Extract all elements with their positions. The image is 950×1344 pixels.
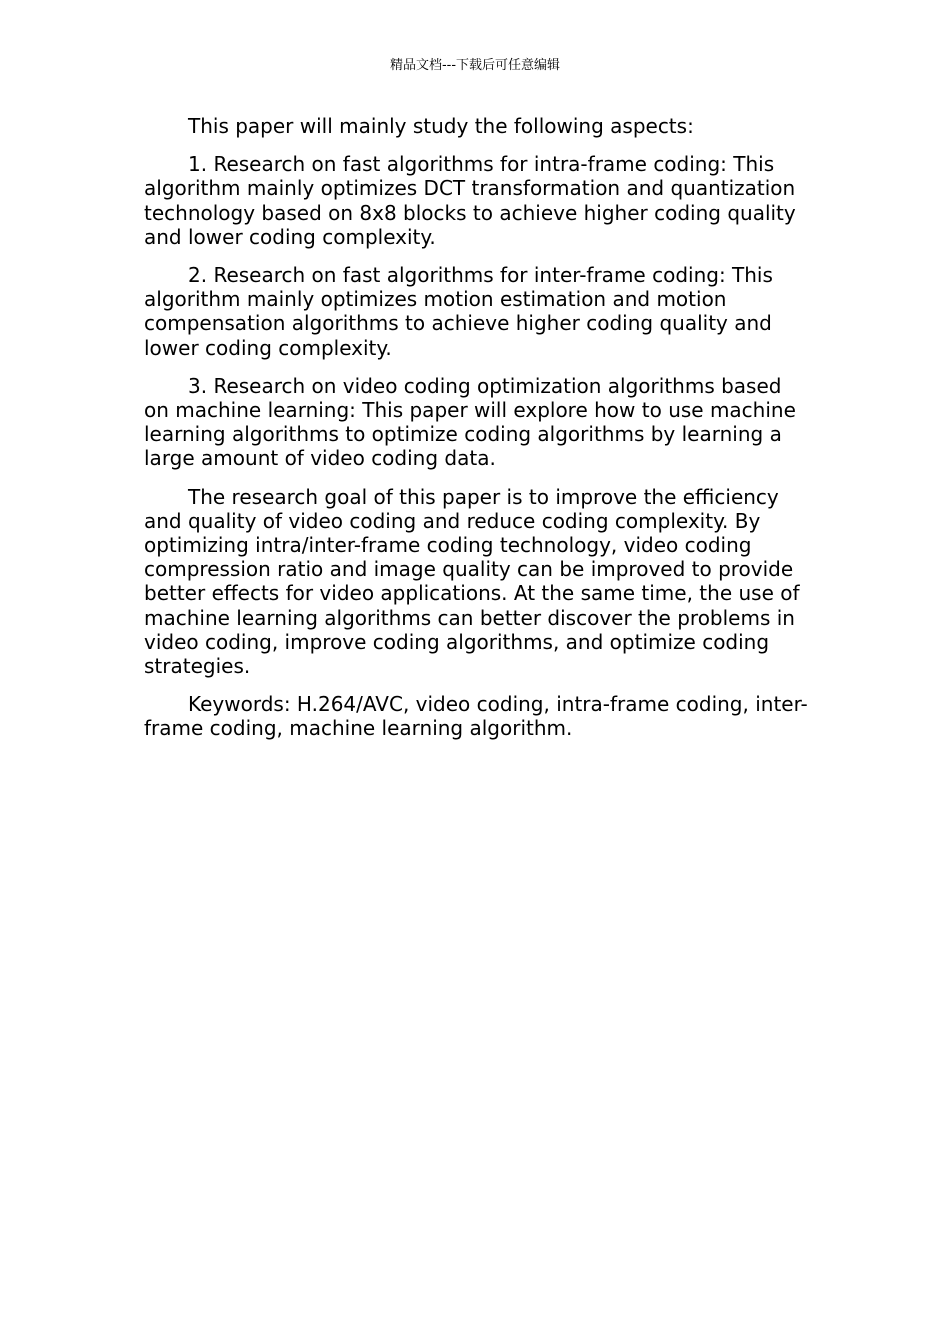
aspect-1-paragraph: 1. Research on fast algorithms for intra-frame coding: This algorithm mainly optimizes DCT transformation and quantization technology based on 8x8 blocks to achieve higher coding quality and lower coding complexity. [144, 152, 796, 249]
page-header: 精品文档---下载后可任意编辑 [389, 58, 561, 73]
keywords-paragraph: Keywords: H.264/AVC, video coding, intra-frame coding, inter-frame coding, machine learning algorithm. [144, 692, 808, 741]
intro-paragraph: This paper will mainly study the following aspects: [188, 114, 694, 138]
aspect-3-paragraph: 3. Research on video coding optimization algorithms based on machine learning: This paper will explore how to use machine learning algorithms to optimize coding algorithms by learning a large amount of video coding data. [144, 373, 796, 471]
research-goal-paragraph: The research goal of this paper is to improve the efficiency and quality of video coding and reduce coding complexity. By optimizing intra/inter-frame coding technology, video coding compression ratio and image quality can be improved to provide better effects for video applications. At the same time, the use of machine learning algorithms can better discover the problems in video coding, improve coding algorithms, and optimize coding strategies. [144, 484, 800, 679]
aspect-2-paragraph: 2. Research on fast algorithms for inter-frame coding: This algorithm mainly optimizes motion estimation and motion compensation algorithms to achieve higher coding quality and lower coding complexity. [144, 263, 773, 360]
document-body [144, 114, 810, 755]
